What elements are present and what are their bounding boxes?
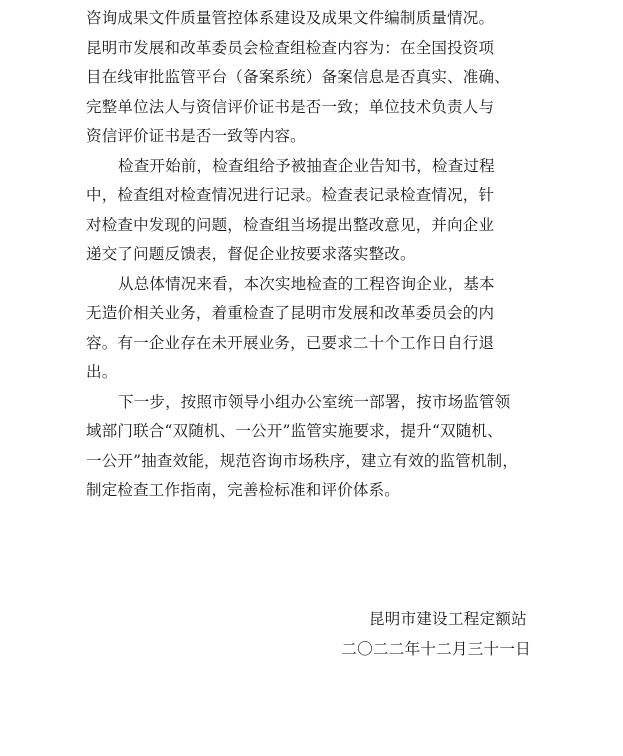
text-line: 出。 [86,363,118,381]
text-line: 递交了问题反馈表，督促企业按要求落实整改。 [86,245,416,263]
signature-date: 二〇二二年十二月三十一日 [341,640,531,658]
text-line: 资信评价证书是否一致等内容。 [86,127,306,145]
text-line: 域部门联合“双随机、一公开”监管实施要求，提升“双随机、 [86,422,503,440]
text-line: 无造价相关业务，着重检查了昆明市发展和改革委员会的内 [86,304,495,322]
text-line: 咨询成果文件质量管控体系建设及成果文件编制质量情况。 [86,9,495,27]
text-line: 检查开始前，检查组给予被抽查企业告知书，检查过程 [118,156,495,175]
paragraph [86,4,542,152]
text-line: 昆明市发展和改革委员会检查组检查内容为：在全国投资项 [86,38,495,57]
paragraph [86,388,542,506]
signature-organization: 昆明市建设工程定额站 [368,610,527,628]
text-line: 目在线审批监管平台（备案系统）备案信息是否真实、准确、 [86,68,510,86]
text-line: 制定检查工作指南，完善检标准和评价体系。 [86,481,401,499]
text-line: 对检查中发现的问题，检查组当场提出整改意见，并向企业 [86,215,495,234]
text-line: 容。有一企业存在未开展业务，已要求二十个工作日自行退 [86,333,495,352]
text-line: 完整单位法人与资信评价证书是否一致；单位技术负责人与 [86,97,495,116]
text-line: 从总体情况来看，本次实地检查的工程咨询企业，基本 [118,274,495,293]
paragraph [86,270,542,388]
text-line: 中，检查组对检查情况进行记录。检查表记录检查情况，针 [86,186,495,204]
text-line: 下一步，按照市领导小组办公室统一部署，按市场监管领 [118,392,511,411]
text-line: 一公开”抽查效能，规范咨询市场秩序，建立有效的监管机制， [86,451,519,470]
document-body [86,4,542,506]
signature-block [341,604,531,664]
paragraph [86,152,542,270]
